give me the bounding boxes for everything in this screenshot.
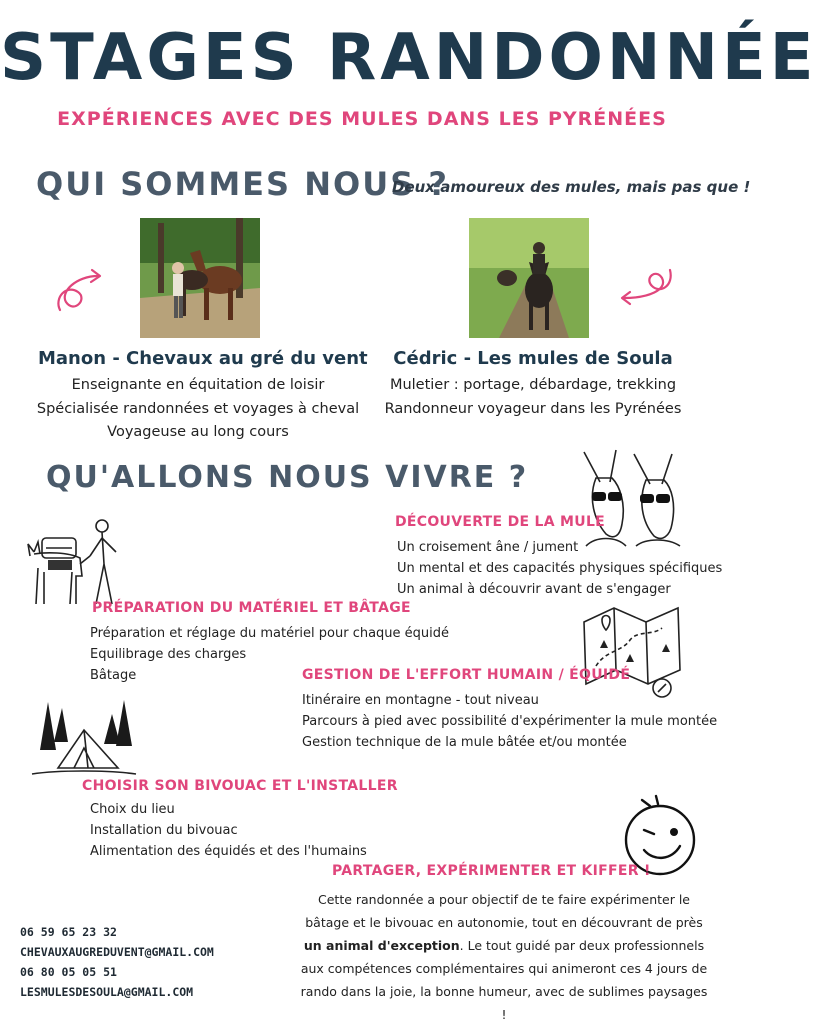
contact-block bbox=[20, 922, 214, 1002]
email-address[interactable]: LESMULESDESOULA@GMAIL.COM bbox=[20, 985, 194, 999]
list-item: Choix du lieu bbox=[90, 802, 175, 817]
mule-and-hiker-illustration bbox=[20, 512, 126, 612]
section-title-gestion: GESTION DE L'EFFORT HUMAIN / ÉQUIDÉ bbox=[302, 667, 631, 683]
person-desc-line: Enseignante en équitation de loisir bbox=[71, 377, 325, 393]
manon-photo bbox=[140, 218, 260, 338]
person-desc-manon bbox=[18, 374, 378, 445]
list-item: Bâtage bbox=[90, 668, 137, 683]
section-list-decouverte bbox=[397, 537, 722, 600]
list-item: Un croisement âne / jument bbox=[397, 540, 579, 555]
section-title-bivouac: CHOISIR SON BIVOUAC ET L'INSTALLER bbox=[82, 778, 398, 794]
what-heading: QU'ALLONS NOUS VIVRE ? bbox=[46, 460, 529, 495]
paragraph-text: . Le tout guidé par deux professionnels aux compétences complémentaires qui animeront ces 4 jours de rando dans la joie, la bonne humeur, avec de sublimes paysages ! bbox=[300, 938, 708, 1022]
list-item: Un mental et des capacités physiques spécifiques bbox=[397, 561, 723, 576]
section-title-partager: PARTAGER, EXPÉRIMENTER ET KIFFER ! bbox=[332, 863, 651, 879]
section-title-preparation: PRÉPARATION DU MATÉRIEL ET BÂTAGE bbox=[92, 600, 411, 616]
cedric-photo bbox=[469, 218, 589, 338]
mules-with-sunglasses-illustration bbox=[576, 448, 686, 548]
person-desc-line: Spécialisée randonnées et voyages à cheval bbox=[36, 400, 360, 417]
page-title: STAGES RANDONNÉE bbox=[0, 21, 817, 95]
person-desc-cedric bbox=[368, 374, 698, 421]
curved-arrow-icon bbox=[52, 262, 116, 322]
list-item: Un animal à découvrir avant de s'engager bbox=[397, 582, 671, 597]
phone-number[interactable]: 06 80 05 05 51 bbox=[20, 965, 117, 979]
paragraph-text: Cette randonnée a pour objectif de te faire expérimenter le bâtage et le bivouac en autonomie, tout en découvrant de près bbox=[305, 892, 703, 930]
person-desc-line: Voyageuse au long cours bbox=[107, 424, 289, 440]
list-item: Gestion technique de la mule bâtée et/ou montée bbox=[302, 735, 627, 750]
paragraph-emphasis: un animal d'exception bbox=[303, 938, 460, 953]
person-name-manon: Manon - Chevaux au gré du vent bbox=[38, 348, 368, 369]
list-item: Equilibrage des charges bbox=[90, 647, 247, 662]
list-item: Alimentation des équidés et des l'humains bbox=[90, 844, 367, 859]
page-subtitle: EXPÉRIENCES AVEC DES MULES DANS LES PYRÉNÉES bbox=[57, 108, 667, 130]
who-heading: QUI SOMMES NOUS ? bbox=[36, 165, 449, 203]
person-name-cedric: Cédric - Les mules de Soula bbox=[393, 348, 673, 369]
email-address[interactable]: CHEVAUXAUGREDUVENT@GMAIL.COM bbox=[20, 945, 214, 959]
section-list-bivouac bbox=[90, 799, 367, 862]
closing-paragraph bbox=[298, 888, 710, 1026]
who-tagline: Deux amoureux des mules, mais pas que ! bbox=[392, 178, 751, 196]
list-item: Parcours à pied avec possibilité d'expérimenter la mule montée bbox=[302, 714, 718, 729]
camping-tent-illustration bbox=[28, 692, 140, 780]
phone-number[interactable]: 06 59 65 23 32 bbox=[20, 925, 117, 939]
person-desc-line: Randonneur voyageur dans les Pyrénées bbox=[384, 400, 682, 417]
section-title-decouverte: DÉCOUVERTE DE LA MULE bbox=[395, 514, 606, 530]
curved-arrow-icon bbox=[612, 260, 676, 310]
section-list-gestion bbox=[302, 690, 717, 753]
list-item: Itinéraire en montagne - tout niveau bbox=[302, 693, 539, 708]
list-item: Préparation et réglage du matériel pour chaque équidé bbox=[90, 626, 450, 641]
person-desc-line: Muletier : portage, débardage, trekking bbox=[389, 377, 677, 393]
list-item: Installation du bivouac bbox=[90, 823, 238, 838]
trail-map-icon bbox=[582, 600, 688, 700]
